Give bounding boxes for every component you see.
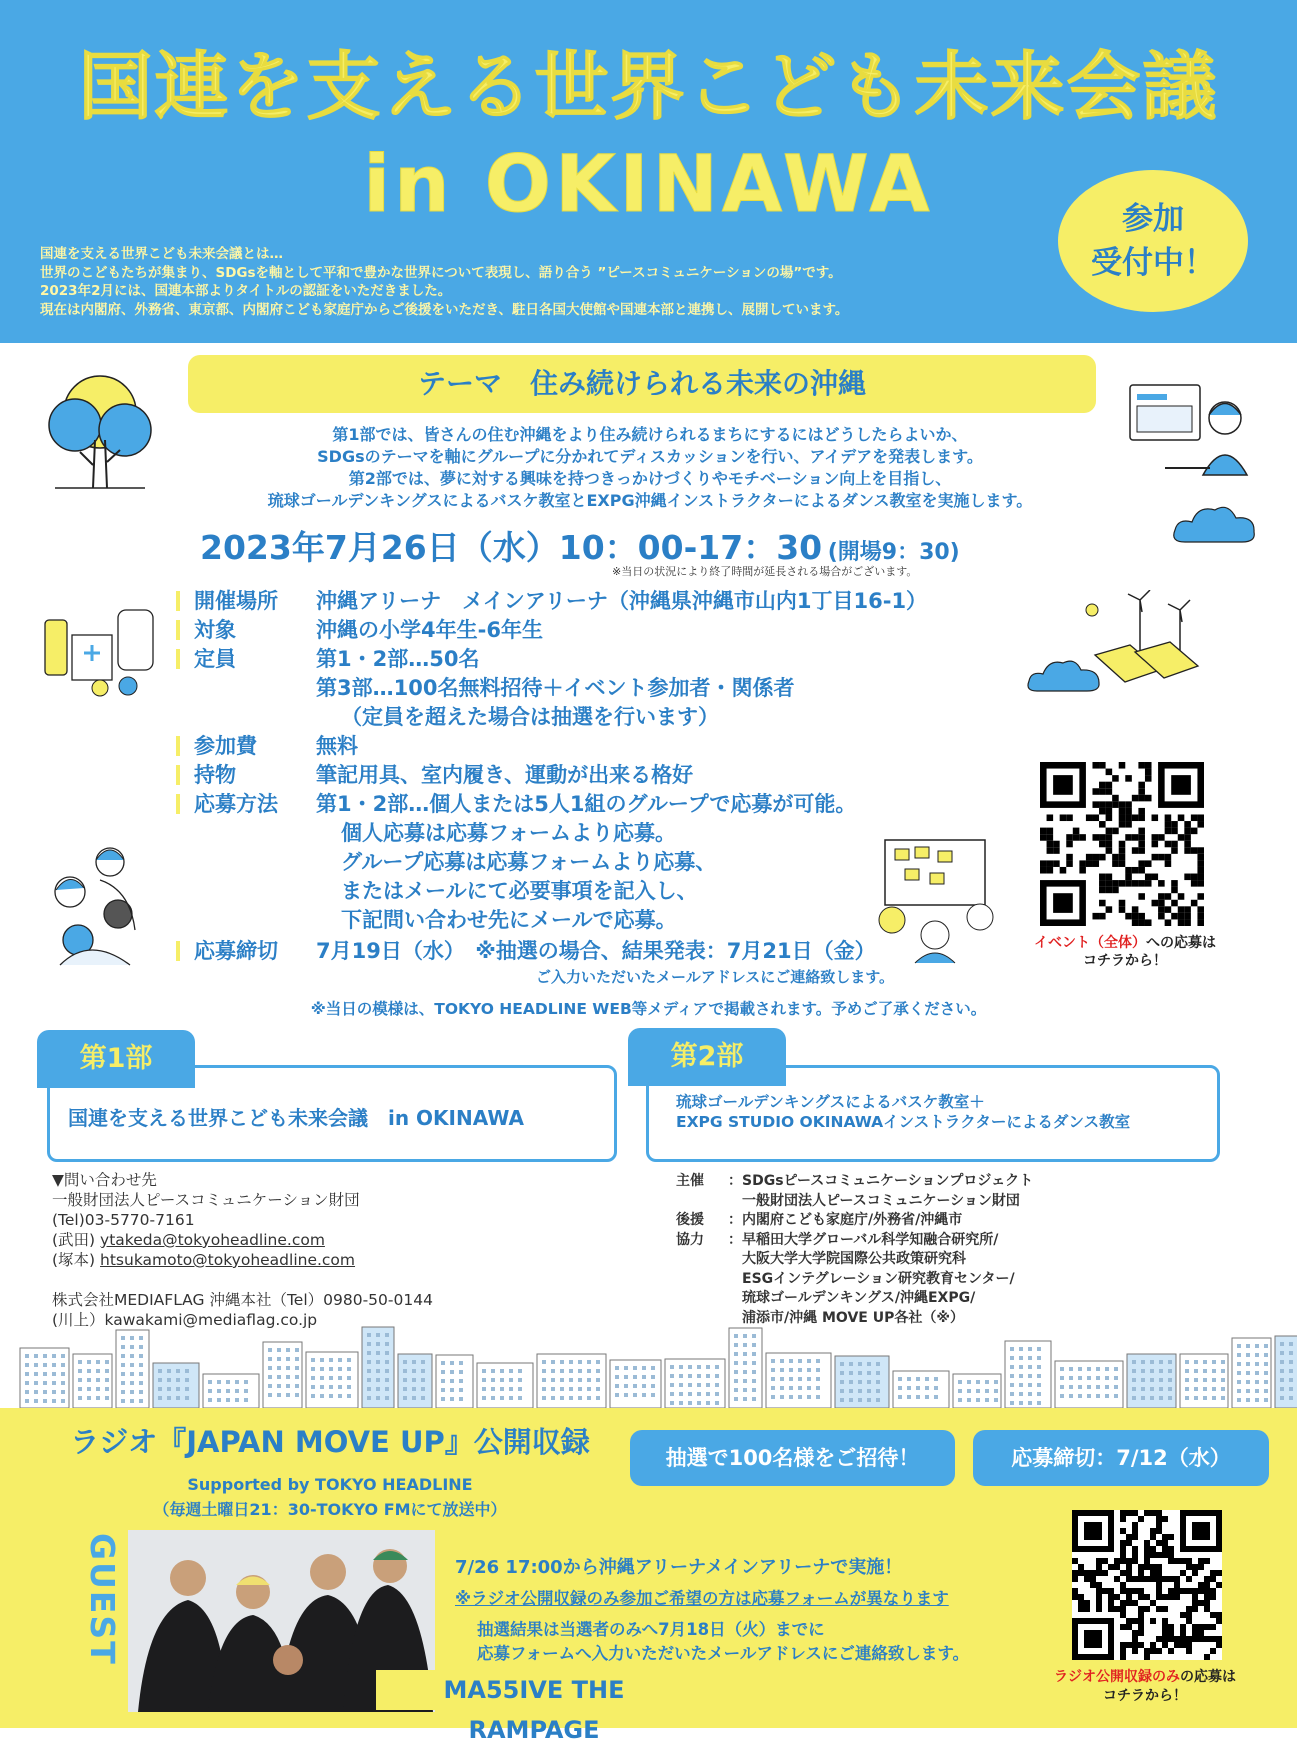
- part1-tab: 第1部: [37, 1030, 195, 1088]
- badge-line2: 受付中！: [1091, 245, 1215, 281]
- guest-label: GUEST: [83, 1533, 122, 1666]
- radio-qr-caption: [1030, 1668, 1260, 1706]
- row-marker: [176, 591, 180, 611]
- sponsor-value: 大阪大学大学院国際公共政策研究科: [742, 1251, 966, 1267]
- radio-supported-by: Supported by TOKYO HEADLINE: [187, 1475, 473, 1494]
- theme-description: [120, 424, 1180, 512]
- badge-line1: 参加: [1122, 201, 1184, 237]
- radio-form-note: ※ラジオ公開収録のみ参加ご希望の方は応募フォームが異なります: [455, 1589, 949, 1608]
- event-open-time: (開場9：30): [827, 540, 960, 565]
- qr-caption-line: [1010, 934, 1240, 952]
- sponsor-value: 浦添市/沖縄 MOVE UP各社（※）: [742, 1309, 964, 1326]
- radio-result-note: [477, 1618, 1077, 1666]
- children-illustration: [40, 840, 160, 980]
- part2-line: 琉球ゴールデンキングスによるバスケ教室＋: [676, 1093, 985, 1111]
- page-title: 国連を支える世界こども未来会議: [78, 44, 1219, 130]
- event-qr-caption: [1010, 934, 1240, 970]
- cloud-icon: [1170, 500, 1260, 548]
- row-marker: [176, 736, 180, 756]
- radio-qr-code[interactable]: [1072, 1510, 1222, 1660]
- radio-live-info: 7/26 17:00から沖縄アリーナメインアリーナで実施！: [455, 1557, 903, 1578]
- registration-open-badge: [1058, 170, 1248, 312]
- deadline-note: ご入力いただいたメールアドレスにご連絡致します。: [536, 968, 895, 986]
- info-value: 第1・2部…50名: [316, 647, 480, 671]
- takeda-email-link[interactable]: ytakeda@tokyoheadline.com: [100, 1231, 325, 1249]
- contact-heading: ▼問い合わせ先: [52, 1171, 157, 1189]
- info-label: 参加費: [194, 734, 257, 758]
- event-qr-code[interactable]: [1040, 762, 1204, 926]
- contact-spacer: [52, 1270, 612, 1290]
- contact-tsukamoto: [52, 1250, 612, 1270]
- qr-caption-line2: コチラから！: [1103, 1688, 1187, 1704]
- info-value: 7月19日（水） ※抽選の場合、結果発表：7月21日（金）: [316, 939, 876, 963]
- sponsor-value: ESGインテグレーション研究教育センター/: [742, 1270, 1015, 1287]
- sponsor-row: [676, 1211, 1236, 1231]
- intro-line: 2023年2月には、国連本部よりタイトルの認証をいただきました。: [40, 283, 452, 299]
- intro-line: 現在は内閣府、外務省、東京都、内閣府こども家庭庁からご後援をいただき、駐日各国大使館や国連本部と連携し、展開しています。: [40, 301, 849, 318]
- description-line: SDGsのテーマを軸にグループに分かれてディスカッションを行い、アイデアを発表します。: [317, 447, 983, 466]
- sponsor-value: ：内閣府こども家庭庁/外務省/沖縄市: [728, 1212, 963, 1228]
- radio-title: ラジオ『JAPAN MOVE UP』公開収録: [70, 1425, 590, 1459]
- row-marker: [176, 620, 180, 640]
- info-label: 開催場所: [194, 589, 278, 613]
- info-value: またはメールにて必要事項を記入し、: [341, 879, 698, 903]
- description-line: 琉球ゴールデンキングスによるバスケ教室とEXPG沖縄インストラクターによるダンス教室を実施します。: [267, 491, 1033, 510]
- row-marker: [176, 649, 180, 669]
- intro-text: [40, 245, 1040, 319]
- contact-org: 一般財団法人ピースコミュニケーション財団: [52, 1191, 360, 1209]
- sponsor-row: [676, 1231, 1236, 1251]
- sponsor-value: ：早稲田大学グローバル科学知融合研究所/: [728, 1231, 999, 1248]
- part2-line: EXPG STUDIO OKINAWAインストラクターによるダンス教室: [676, 1113, 1131, 1131]
- qr-caption-text: の応募は: [1180, 1669, 1236, 1685]
- contact-kawakami: (川上）kawakami@mediaflag.co.jp: [52, 1311, 318, 1329]
- contact-info: [52, 1170, 612, 1330]
- sponsor-value: 琉球ゴールデンキングス/沖縄EXPG/: [742, 1290, 976, 1306]
- qr-caption-highlight: ラジオ公開収録のみ: [1054, 1669, 1180, 1685]
- description-line: 第2部では、夢に対する興味を持つきっかけづくりやモチベーション向上を目指し、: [348, 469, 952, 488]
- row-marker: [176, 794, 180, 814]
- info-label: 対象: [194, 618, 236, 642]
- info-value: 沖縄アリーナ メインアリーナ（沖縄県沖縄市山内1丁目16-1）: [316, 589, 928, 613]
- description-line: 第1部では、皆さんの住む沖縄をより住み続けられるまちにするにはどうしたらよいか、: [332, 425, 968, 444]
- date-note: ※当日の状況により終了時間が延長される場合がございます。: [612, 565, 918, 578]
- part1-text: 国連を支える世界こども未来会議 in OKINAWA: [68, 1106, 524, 1130]
- info-value: 沖縄の小学4年生-6年生: [316, 618, 543, 642]
- info-value: 第3部…100名無料招待＋イベント参加者・関係者: [316, 676, 795, 700]
- qr-caption-line: [1030, 1668, 1260, 1687]
- brainstorm-illustration: [870, 835, 1000, 965]
- result-note-line: 応募フォームへ入力いただいたメールアドレスにご連絡致します。: [477, 1644, 970, 1663]
- info-label: 定員: [194, 647, 236, 671]
- sponsor-label: 後援: [676, 1212, 704, 1228]
- part2-text: [676, 1092, 1206, 1132]
- info-label: 持物: [194, 763, 236, 787]
- tsukamoto-email-link[interactable]: htsukamoto@tokyoheadline.com: [100, 1251, 356, 1269]
- info-value: 下記問い合わせ先にメールで応募。: [341, 908, 677, 932]
- media-note: ※当日の模様は、TOKYO HEADLINE WEB等メディアで掲載されます。予めご了承ください。: [310, 1000, 987, 1018]
- row-marker: [176, 941, 180, 961]
- info-value: グループ応募は応募フォームより応募、: [341, 850, 717, 874]
- supplies-illustration: [40, 590, 160, 700]
- info-value: 個人応募は応募フォームより応募。: [341, 821, 676, 845]
- invitation-pill: 抽選で100名様をご招待！: [630, 1430, 955, 1486]
- cloud-icon: [1025, 655, 1105, 695]
- guest-name: MA55IVE THE RAMPAGE: [376, 1670, 692, 1710]
- page-subtitle: in OKINAWA: [363, 140, 934, 230]
- sponsor-label: 協力: [676, 1231, 704, 1248]
- info-label: 応募締切: [194, 939, 278, 963]
- city-skyline-illustration: [0, 1320, 1297, 1408]
- event-date: [200, 522, 1100, 569]
- contact-mediaflag: 株式会社MEDIAFLAG 沖縄本社（Tel）0980-50-0144: [52, 1291, 433, 1309]
- sponsor-label: 主催: [676, 1173, 704, 1189]
- intro-line: 国連を支える世界こども未来会議とは…: [40, 246, 283, 262]
- info-value: （定員を超えた場合は抽選を行います）: [341, 705, 719, 729]
- qr-caption-text: への応募は: [1146, 935, 1216, 951]
- radio-broadcast-time: （毎週土曜日21：30-TOKYO FMにて放送中）: [153, 1500, 507, 1519]
- sponsor-row: [676, 1172, 1236, 1192]
- info-value: 筆記用具、室内履き、運動が出来る格好: [316, 763, 694, 787]
- result-note-line: 抽選結果は当選者のみへ7月18日（火）までに: [477, 1620, 825, 1639]
- event-date-main: 2023年7月26日（水）10：00-17：30: [200, 528, 823, 567]
- contact-person: (武田): [52, 1231, 101, 1249]
- contact-tel: (Tel)03-5770-7161: [52, 1211, 195, 1229]
- info-value: 無料: [316, 734, 358, 758]
- sponsor-value: ：SDGsピースコミュニケーションプロジェクト: [728, 1173, 1034, 1189]
- sponsor-value: 一般財団法人ピースコミュニケーション財団: [742, 1192, 1020, 1209]
- theme-banner: テーマ 住み続けられる未来の沖縄: [188, 355, 1096, 413]
- info-value: 第1・2部…個人または5人1組のグループで応募が可能。: [316, 792, 857, 816]
- row-marker: [176, 765, 180, 785]
- radio-deadline-pill: 応募締切：7/12（水）: [973, 1430, 1269, 1486]
- info-label: 応募方法: [194, 792, 278, 816]
- sponsors-info: [676, 1172, 1236, 1328]
- contact-person: (塚本): [52, 1251, 101, 1269]
- qr-caption-line2: コチラから！: [1083, 953, 1167, 969]
- qr-caption-highlight: イベント（全体）: [1034, 935, 1146, 951]
- contact-takeda: [52, 1230, 612, 1250]
- part2-tab: 第2部: [628, 1028, 786, 1086]
- intro-line: 世界のこどもたちが集まり、SDGsを軸として平和で豊かな世界について表現し、語り合う ”ピースコミュニケーションの場”です。: [40, 264, 842, 281]
